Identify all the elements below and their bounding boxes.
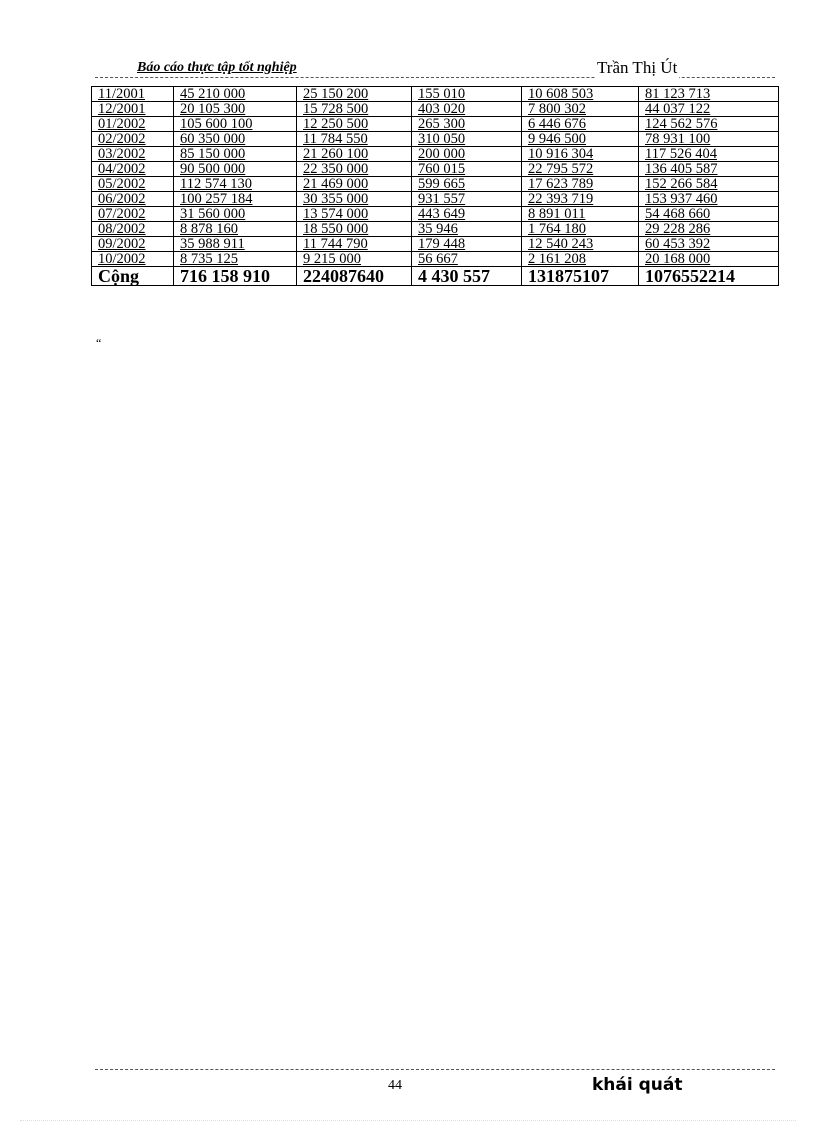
value-cell: 31 560 000 [174, 207, 297, 222]
period-cell: 01/2002 [92, 117, 174, 132]
value-cell: 599 665 [412, 177, 522, 192]
value-cell: 200 000 [412, 147, 522, 162]
data-table [91, 86, 779, 286]
value-cell: 265 300 [412, 117, 522, 132]
value-cell: 10 916 304 [522, 147, 639, 162]
value-cell: 35 988 911 [174, 237, 297, 252]
page-header [95, 60, 775, 80]
value-cell: 18 550 000 [297, 222, 412, 237]
table-row [92, 222, 779, 237]
period-cell: 10/2002 [92, 252, 174, 267]
value-cell: 9 215 000 [297, 252, 412, 267]
value-cell: 45 210 000 [174, 87, 297, 102]
value-cell: 136 405 587 [639, 162, 779, 177]
value-cell: 22 393 719 [522, 192, 639, 207]
table-row [92, 237, 779, 252]
value-cell: 12 250 500 [297, 117, 412, 132]
table-row [92, 117, 779, 132]
stray-mark: “ [96, 336, 102, 350]
value-cell: 60 350 000 [174, 132, 297, 147]
total-label: Cộng [92, 267, 174, 286]
value-cell: 17 623 789 [522, 177, 639, 192]
value-cell: 15 728 500 [297, 102, 412, 117]
table-row [92, 102, 779, 117]
value-cell: 100 257 184 [174, 192, 297, 207]
value-cell: 8 878 160 [174, 222, 297, 237]
table-row [92, 132, 779, 147]
value-cell: 44 037 122 [639, 102, 779, 117]
period-cell: 09/2002 [92, 237, 174, 252]
value-cell: 443 649 [412, 207, 522, 222]
value-cell: 310 050 [412, 132, 522, 147]
total-value-cell: 131875107 [522, 267, 639, 286]
value-cell: 56 667 [412, 252, 522, 267]
page-bottom-rule [20, 1120, 796, 1121]
table-row [92, 162, 779, 177]
value-cell: 155 010 [412, 87, 522, 102]
value-cell: 81 123 713 [639, 87, 779, 102]
value-cell: 179 448 [412, 237, 522, 252]
value-cell: 78 931 100 [639, 132, 779, 147]
value-cell: 30 355 000 [297, 192, 412, 207]
period-cell: 12/2001 [92, 102, 174, 117]
table-row [92, 177, 779, 192]
value-cell: 85 150 000 [174, 147, 297, 162]
value-cell: 35 946 [412, 222, 522, 237]
total-value-cell: 224087640 [297, 267, 412, 286]
value-cell: 931 557 [412, 192, 522, 207]
value-cell: 90 500 000 [174, 162, 297, 177]
page-number: 44 [388, 1078, 402, 1093]
header-title: Báo cáo thực tập tốt nghiệp [137, 60, 297, 75]
value-cell: 12 540 243 [522, 237, 639, 252]
total-value-cell: 1076552214 [639, 267, 779, 286]
value-cell: 60 453 392 [639, 237, 779, 252]
period-cell: 11/2001 [92, 87, 174, 102]
table-row [92, 87, 779, 102]
value-cell: 1 764 180 [522, 222, 639, 237]
value-cell: 117 526 404 [639, 147, 779, 162]
table-row [92, 207, 779, 222]
table-row [92, 147, 779, 162]
value-cell: 11 744 790 [297, 237, 412, 252]
header-author: Trần Thị Út [597, 58, 678, 77]
value-cell: 21 469 000 [297, 177, 412, 192]
value-cell: 8 735 125 [174, 252, 297, 267]
value-cell: 20 168 000 [639, 252, 779, 267]
value-cell: 760 015 [412, 162, 522, 177]
value-cell: 9 946 500 [522, 132, 639, 147]
period-cell: 07/2002 [92, 207, 174, 222]
value-cell: 8 891 011 [522, 207, 639, 222]
value-cell: 21 260 100 [297, 147, 412, 162]
period-cell: 06/2002 [92, 192, 174, 207]
value-cell: 2 161 208 [522, 252, 639, 267]
period-cell: 05/2002 [92, 177, 174, 192]
value-cell: 112 574 130 [174, 177, 297, 192]
period-cell: 04/2002 [92, 162, 174, 177]
value-cell: 22 350 000 [297, 162, 412, 177]
value-cell: 25 150 200 [297, 87, 412, 102]
period-cell: 02/2002 [92, 132, 174, 147]
value-cell: 105 600 100 [174, 117, 297, 132]
value-cell: 124 562 576 [639, 117, 779, 132]
total-value-cell: 716 158 910 [174, 267, 297, 286]
footer-text: khái quát [592, 1075, 683, 1095]
total-row [92, 267, 779, 286]
value-cell: 11 784 550 [297, 132, 412, 147]
value-cell: 10 608 503 [522, 87, 639, 102]
period-cell: 03/2002 [92, 147, 174, 162]
period-cell: 08/2002 [92, 222, 174, 237]
table-row [92, 252, 779, 267]
value-cell: 403 020 [412, 102, 522, 117]
value-cell: 6 446 676 [522, 117, 639, 132]
table-body [92, 87, 779, 286]
value-cell: 152 266 584 [639, 177, 779, 192]
value-cell: 54 468 660 [639, 207, 779, 222]
footer-dashed-line [95, 1069, 775, 1070]
table-row [92, 192, 779, 207]
value-cell: 7 800 302 [522, 102, 639, 117]
value-cell: 13 574 000 [297, 207, 412, 222]
value-cell: 153 937 460 [639, 192, 779, 207]
total-value-cell: 4 430 557 [412, 267, 522, 286]
value-cell: 22 795 572 [522, 162, 639, 177]
value-cell: 20 105 300 [174, 102, 297, 117]
value-cell: 29 228 286 [639, 222, 779, 237]
